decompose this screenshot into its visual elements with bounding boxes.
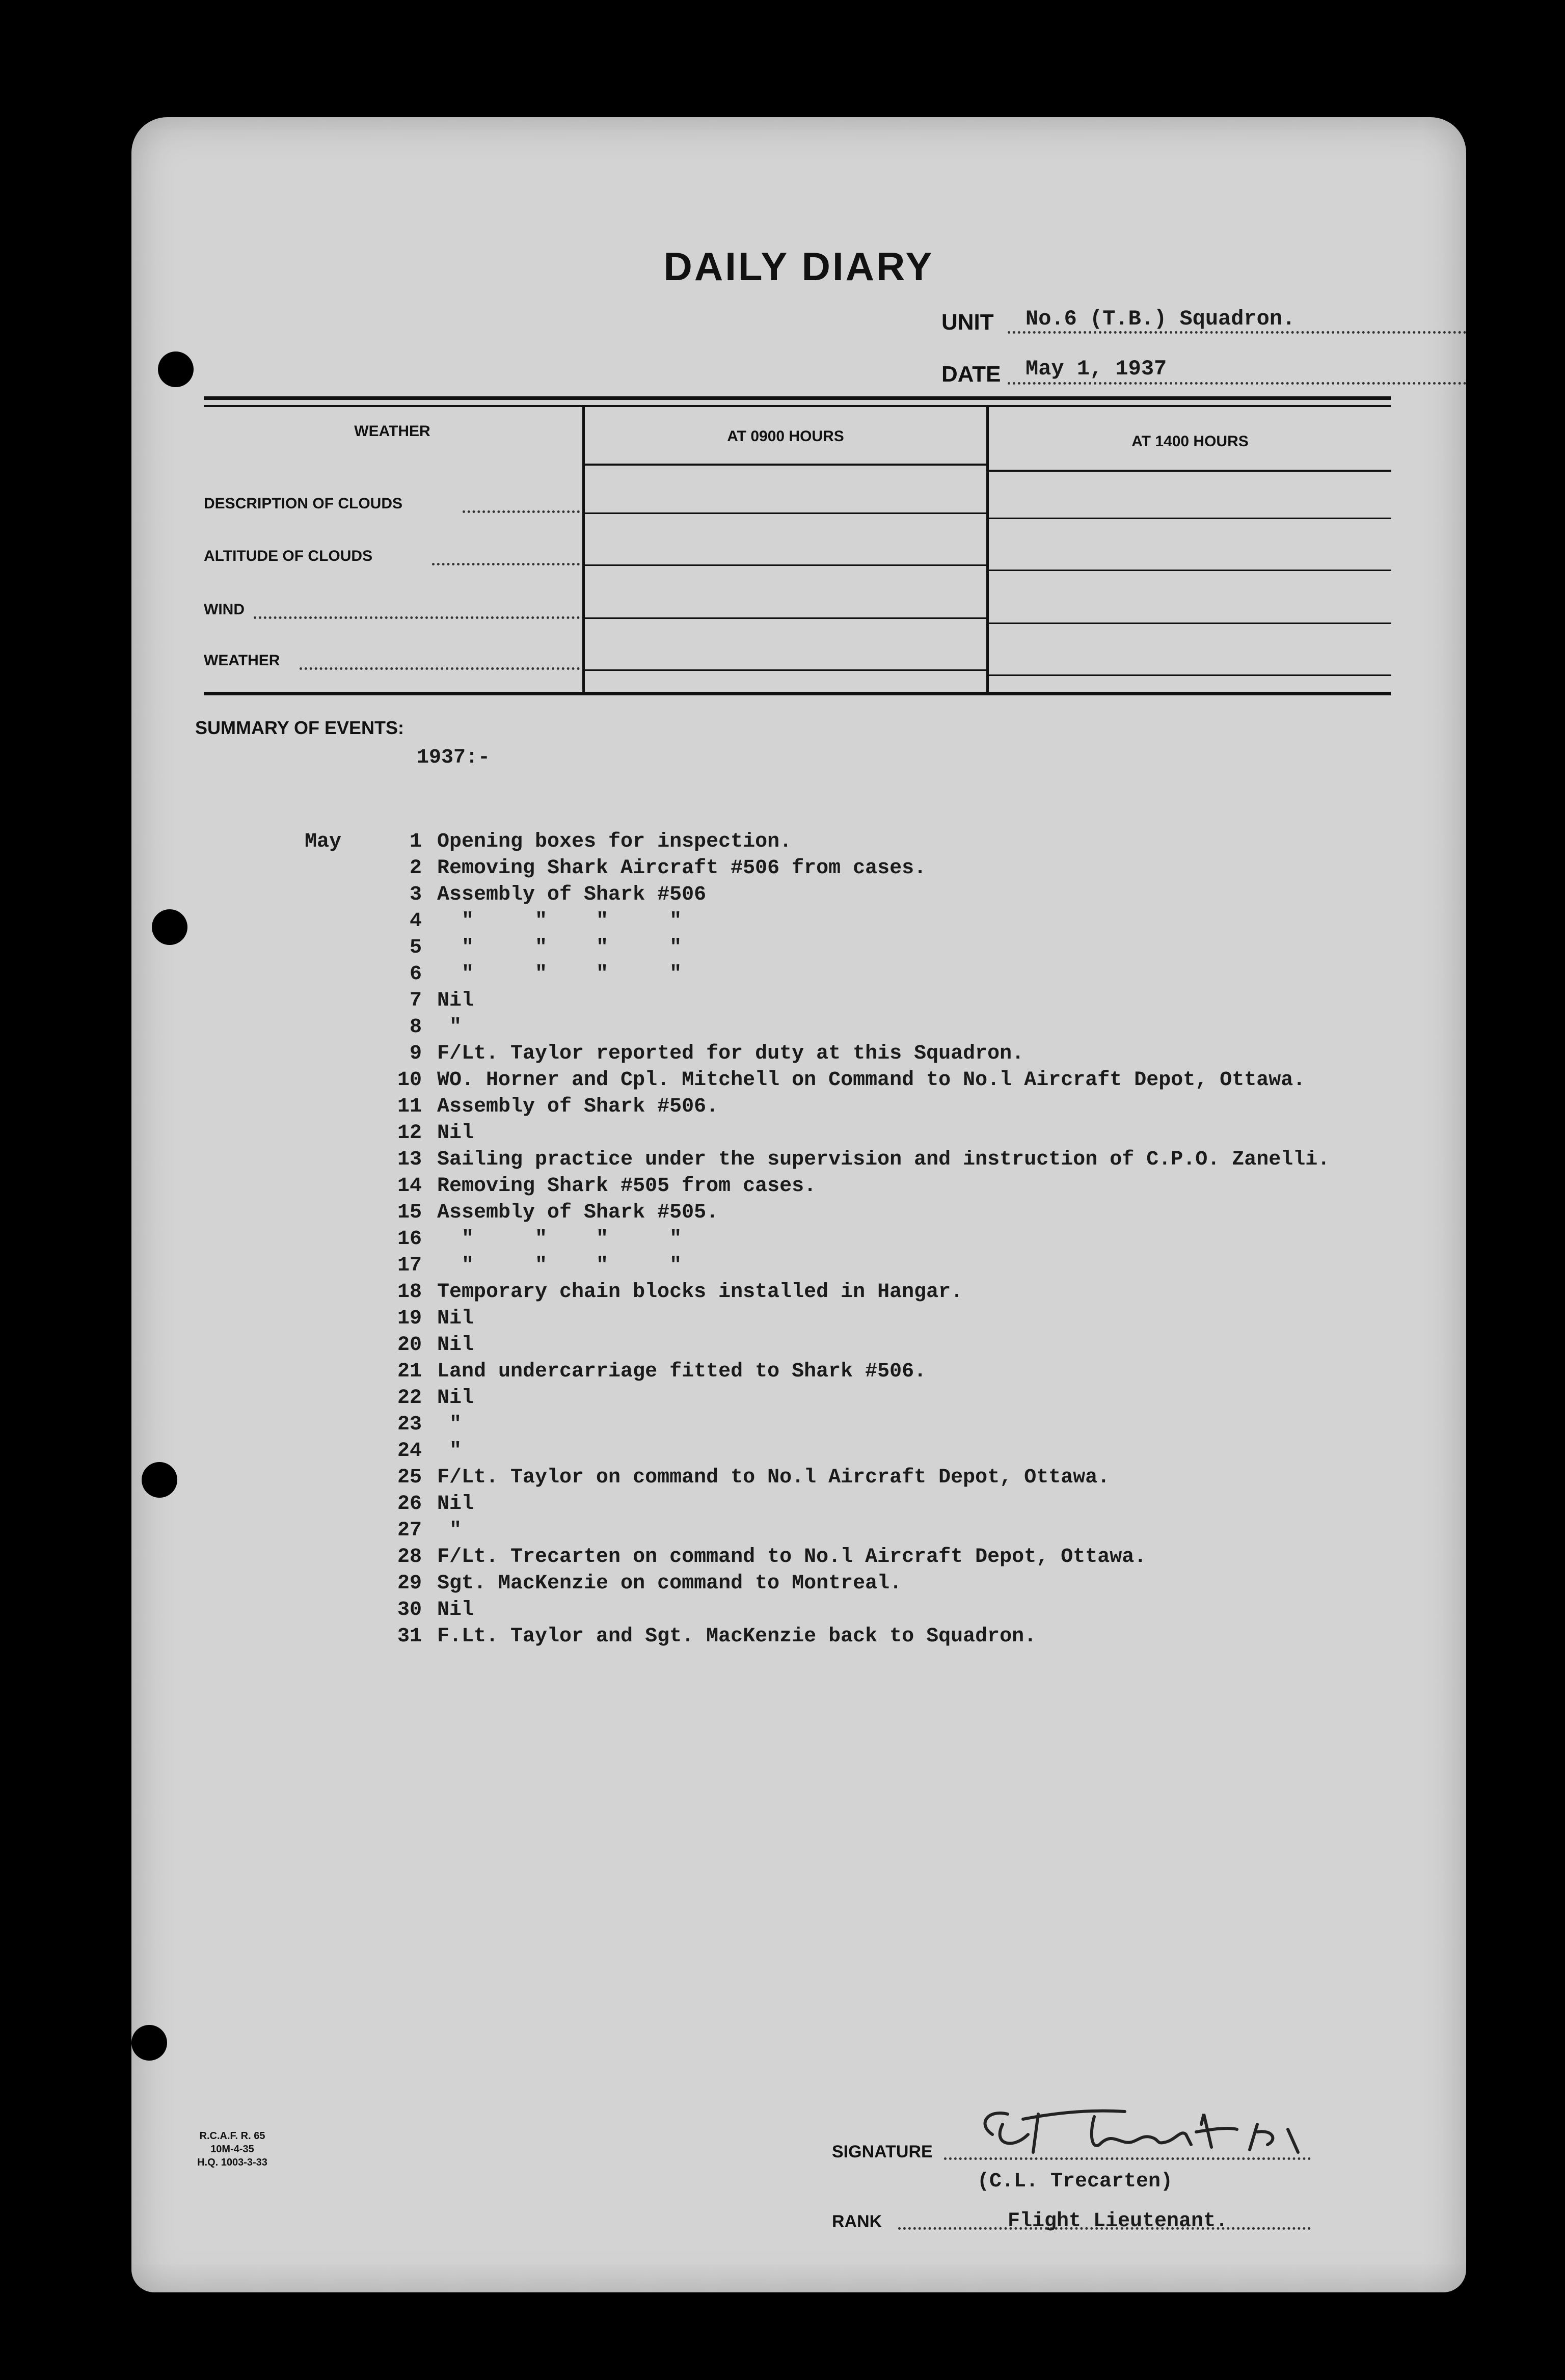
- clouds-alt-line-1400: [989, 570, 1391, 571]
- entry-day: 27: [397, 1519, 422, 1542]
- rank-value: Flight Lieutenant.: [1008, 2210, 1228, 2233]
- clouds-desc-line-1400: [989, 518, 1391, 519]
- entry-text: " " " ": [437, 1254, 682, 1277]
- entry-day: 23: [397, 1413, 422, 1436]
- entry-day: 22: [397, 1387, 422, 1410]
- entry-text: " " " ": [437, 1228, 682, 1251]
- unit-label: UNIT: [941, 310, 994, 335]
- entry-day: 21: [397, 1360, 422, 1383]
- entry-text: Nil: [437, 1599, 474, 1621]
- handwritten-signature: [972, 2094, 1359, 2165]
- summary-label: SUMMARY OF EVENTS:: [195, 717, 404, 738]
- table-header-rule-1: [585, 464, 986, 466]
- table-bottom-rule: [204, 692, 1391, 695]
- entry-text: Sgt. MacKenzie on command to Montreal.: [437, 1572, 902, 1595]
- punch-hole-2: [152, 909, 187, 945]
- form-number-line2: 10M-4-35: [210, 2144, 254, 2155]
- entry-text: ": [437, 1519, 462, 1542]
- date-label: DATE: [941, 362, 1001, 387]
- punch-hole-3: [142, 1462, 177, 1498]
- entry-day: 24: [397, 1440, 422, 1463]
- entry-day: 8: [409, 1016, 422, 1039]
- form-number: [166, 2129, 299, 2169]
- entry-text: Removing Shark #505 from cases.: [437, 1175, 817, 1198]
- entry-day: 25: [397, 1466, 422, 1489]
- entry-text: Land undercarriage fitted to Shark #506.: [437, 1360, 927, 1383]
- entry-day: 31: [397, 1625, 422, 1648]
- entry-day: 14: [397, 1175, 422, 1198]
- entry-text: Removing Shark Aircraft #506 from cases.: [437, 857, 927, 880]
- weather-dotted: [300, 667, 580, 670]
- weather-line-0900: [585, 669, 986, 671]
- entry-text: Nil: [437, 1122, 474, 1145]
- weather-row-wind: WIND: [204, 601, 245, 618]
- entry-day: 6: [409, 963, 422, 986]
- weather-column-header: WEATHER: [354, 423, 430, 440]
- entry-day: 7: [409, 989, 422, 1012]
- entry-day: 11: [397, 1095, 422, 1118]
- wind-line-1400: [989, 623, 1391, 624]
- entry-day: 30: [397, 1599, 422, 1621]
- entry-day: 17: [397, 1254, 422, 1277]
- signature-label: SIGNATURE: [832, 2142, 933, 2161]
- table-divider-1: [582, 405, 585, 693]
- entry-text: ": [437, 1016, 462, 1039]
- entry-day: 18: [397, 1281, 422, 1304]
- entry-text: Nil: [437, 1493, 474, 1516]
- weather-row-weather: WEATHER: [204, 652, 280, 669]
- entry-text: Opening boxes for inspection.: [437, 830, 792, 853]
- clouds-alt-dotted: [432, 563, 580, 565]
- date-dotted-line: [1008, 382, 1466, 385]
- weather-row-clouds-desc: DESCRIPTION OF CLOUDS: [204, 495, 403, 512]
- clouds-desc-dotted: [463, 510, 580, 513]
- entry-day: 1: [409, 830, 422, 853]
- rank-label: RANK: [832, 2212, 882, 2231]
- entry-day: 5: [409, 936, 422, 959]
- clouds-desc-line-0900: [585, 512, 986, 514]
- 1400-column-header: AT 1400 HOURS: [1131, 433, 1249, 450]
- unit-value: No.6 (T.B.) Squadron.: [1026, 307, 1296, 331]
- wind-dotted: [254, 616, 580, 619]
- unit-dotted-line: [1008, 331, 1466, 334]
- entry-day: 16: [397, 1228, 422, 1251]
- entry-text: Assembly of Shark #505.: [437, 1201, 719, 1224]
- punch-hole-1: [158, 351, 194, 387]
- entry-text: ": [437, 1413, 462, 1436]
- weather-row-clouds-alt: ALTITUDE OF CLOUDS: [204, 548, 373, 564]
- entry-day: 10: [397, 1069, 422, 1092]
- entry-text: WO. Horner and Cpl. Mitchell on Command to No.l Aircraft Depot, Ottawa.: [437, 1069, 1306, 1092]
- wind-line-0900: [585, 617, 986, 619]
- entry-text: Nil: [437, 1387, 474, 1410]
- table-header-rule-2: [989, 470, 1391, 472]
- entry-day: 28: [397, 1546, 422, 1568]
- page-title: DAILY DIARY: [663, 244, 934, 289]
- entry-text: Temporary chain blocks installed in Hangar.: [437, 1281, 963, 1304]
- signature-name: (C.L. Trecarten): [977, 2170, 1173, 2193]
- entry-day: 9: [409, 1042, 422, 1065]
- 0900-column-header: AT 0900 HOURS: [727, 428, 844, 445]
- table-top-rule: [204, 396, 1391, 400]
- entry-day: 12: [397, 1122, 422, 1145]
- entry-day: 4: [409, 910, 422, 933]
- entry-text: F/Lt. Trecarten on command to No.l Aircraft Depot, Ottawa.: [437, 1546, 1147, 1568]
- entry-text: Nil: [437, 1334, 474, 1357]
- clouds-alt-line-0900: [585, 564, 986, 566]
- entry-text: Sailing practice under the supervision and instruction of C.P.O. Zanelli.: [437, 1148, 1330, 1171]
- entry-day: 20: [397, 1334, 422, 1357]
- entry-month: May: [305, 830, 342, 853]
- entry-day: 13: [397, 1148, 422, 1171]
- form-number-line1: R.C.A.F. R. 65: [199, 2130, 265, 2142]
- entry-text: ": [437, 1440, 462, 1463]
- entry-day: 15: [397, 1201, 422, 1224]
- entry-text: Assembly of Shark #506.: [437, 1095, 719, 1118]
- table-top-rule-2: [204, 405, 1391, 407]
- entry-day: 19: [397, 1307, 422, 1330]
- entry-text: " " " ": [437, 963, 682, 986]
- entry-day: 3: [409, 883, 422, 906]
- entry-text: " " " ": [437, 910, 682, 933]
- entry-text: Nil: [437, 1307, 474, 1330]
- entry-text: F.Lt. Taylor and Sgt. MacKenzie back to Squadron.: [437, 1625, 1037, 1648]
- date-value: May 1, 1937: [1026, 357, 1167, 381]
- entry-text: " " " ": [437, 936, 682, 959]
- form-number-line3: H.Q. 1003-3-33: [197, 2157, 267, 2168]
- diary-page: [131, 117, 1466, 2292]
- entry-text: F/Lt. Taylor reported for duty at this Squadron.: [437, 1042, 1024, 1065]
- summary-year: 1937:-: [417, 746, 491, 769]
- entry-day: 26: [397, 1493, 422, 1516]
- punch-hole-4: [131, 2025, 167, 2061]
- entry-text: F/Lt. Taylor on command to No.l Aircraft Depot, Ottawa.: [437, 1466, 1110, 1489]
- entry-text: Assembly of Shark #506: [437, 883, 707, 906]
- entry-day: 29: [397, 1572, 422, 1595]
- weather-line-1400: [989, 674, 1391, 676]
- entry-text: Nil: [437, 989, 474, 1012]
- entry-day: 2: [409, 857, 422, 880]
